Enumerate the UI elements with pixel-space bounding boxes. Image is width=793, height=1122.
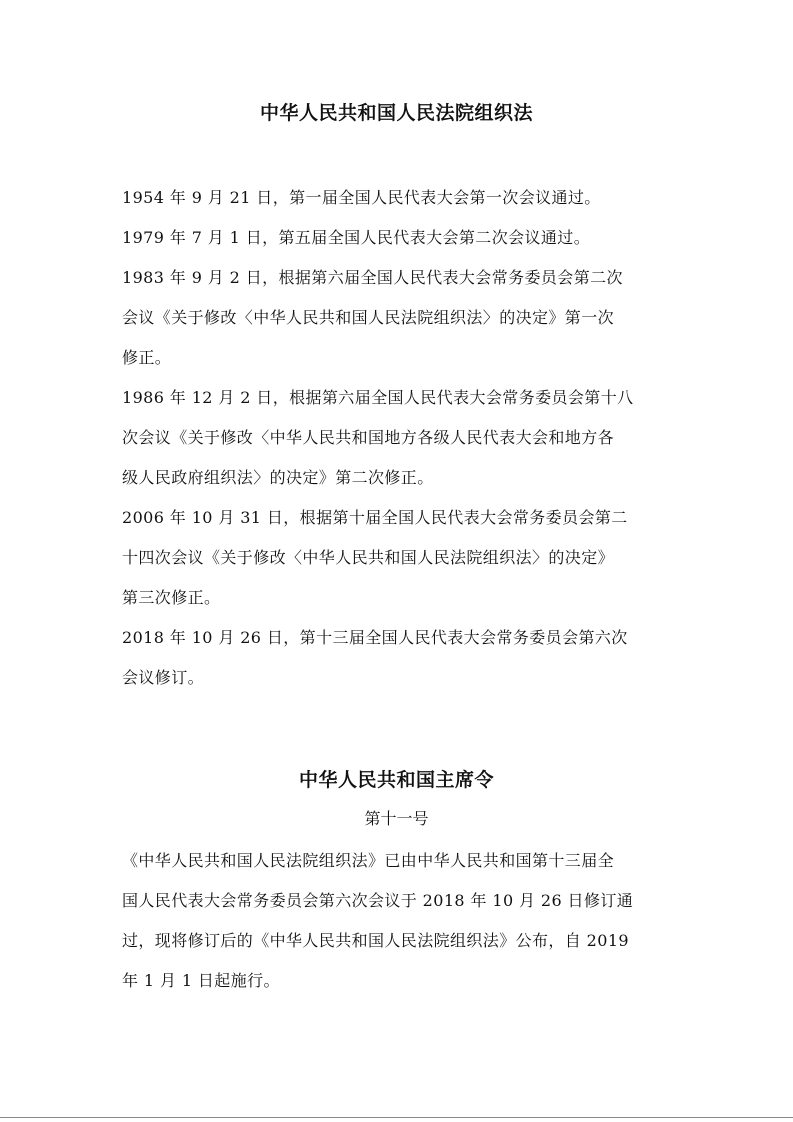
- history-entry-1979: [122, 218, 687, 258]
- promulgation-line: 过，现将修订后的《中华人民共和国人民法院组织法》公布，自 2019: [122, 931, 630, 950]
- history-entry-line: 1954 年 9 月 21 日，第一届全国人民代表大会第一次会议通过。: [122, 188, 601, 207]
- promulgation-line: 《中华人民共和国人民法院组织法》已由中华人民共和国第十三届全: [122, 851, 615, 870]
- history-entry-line: 十四次会议《关于修改〈中华人民共和国人民法院组织法〉的决定》: [122, 548, 615, 567]
- history-entry-line: 第三次修正。: [122, 588, 221, 607]
- history-entry-line: 次会议《关于修改〈中华人民共和国地方各级人民代表大会和地方各: [122, 428, 615, 447]
- history-entry-line: 2006 年 10 月 31 日，根据第十届全国人民代表大会常务委员会第二: [122, 508, 628, 527]
- history-entry-1983: [122, 258, 687, 378]
- legislative-history: [122, 178, 687, 698]
- history-entry-line: 1983 年 9 月 2 日，根据第六届全国人民代表大会常务委员会第二次: [122, 268, 623, 287]
- history-entry-1986: [122, 378, 687, 498]
- page-bottom-divider: [0, 1117, 793, 1118]
- history-entry-1954: [122, 178, 687, 218]
- history-entry-line: 级人民政府组织法〉的决定》第二次修正。: [122, 468, 434, 487]
- presidential-order-number: 第十一号: [364, 809, 429, 828]
- history-entry-line: 会议《关于修改〈中华人民共和国人民法院组织法〉的决定》第一次: [122, 308, 615, 327]
- history-entry-line: 2018 年 10 月 26 日，第十三届全国人民代表大会常务委员会第六次: [122, 628, 628, 647]
- promulgation-line: 年 1 月 1 日起施行。: [122, 971, 280, 990]
- history-entry-line: 1979 年 7 月 1 日，第五届全国人民代表大会第二次会议通过。: [122, 228, 591, 247]
- promulgation-text: [122, 841, 687, 1001]
- promulgation-line: 国人民代表大会常务委员会第六次会议于 2018 年 10 月 26 日修订通: [122, 891, 634, 910]
- presidential-order-title: 中华人民共和国主席令: [298, 769, 494, 791]
- history-entry-2018: [122, 618, 687, 698]
- history-entry-line: 修正。: [122, 348, 172, 367]
- history-entry-line: 1986 年 12 月 2 日，根据第六届全国人民代表大会常务委员会第十八: [122, 388, 634, 407]
- document-title: 中华人民共和国人民法院组织法: [259, 102, 533, 124]
- history-entry-2006: [122, 498, 687, 618]
- history-entry-line: 会议修订。: [122, 668, 205, 687]
